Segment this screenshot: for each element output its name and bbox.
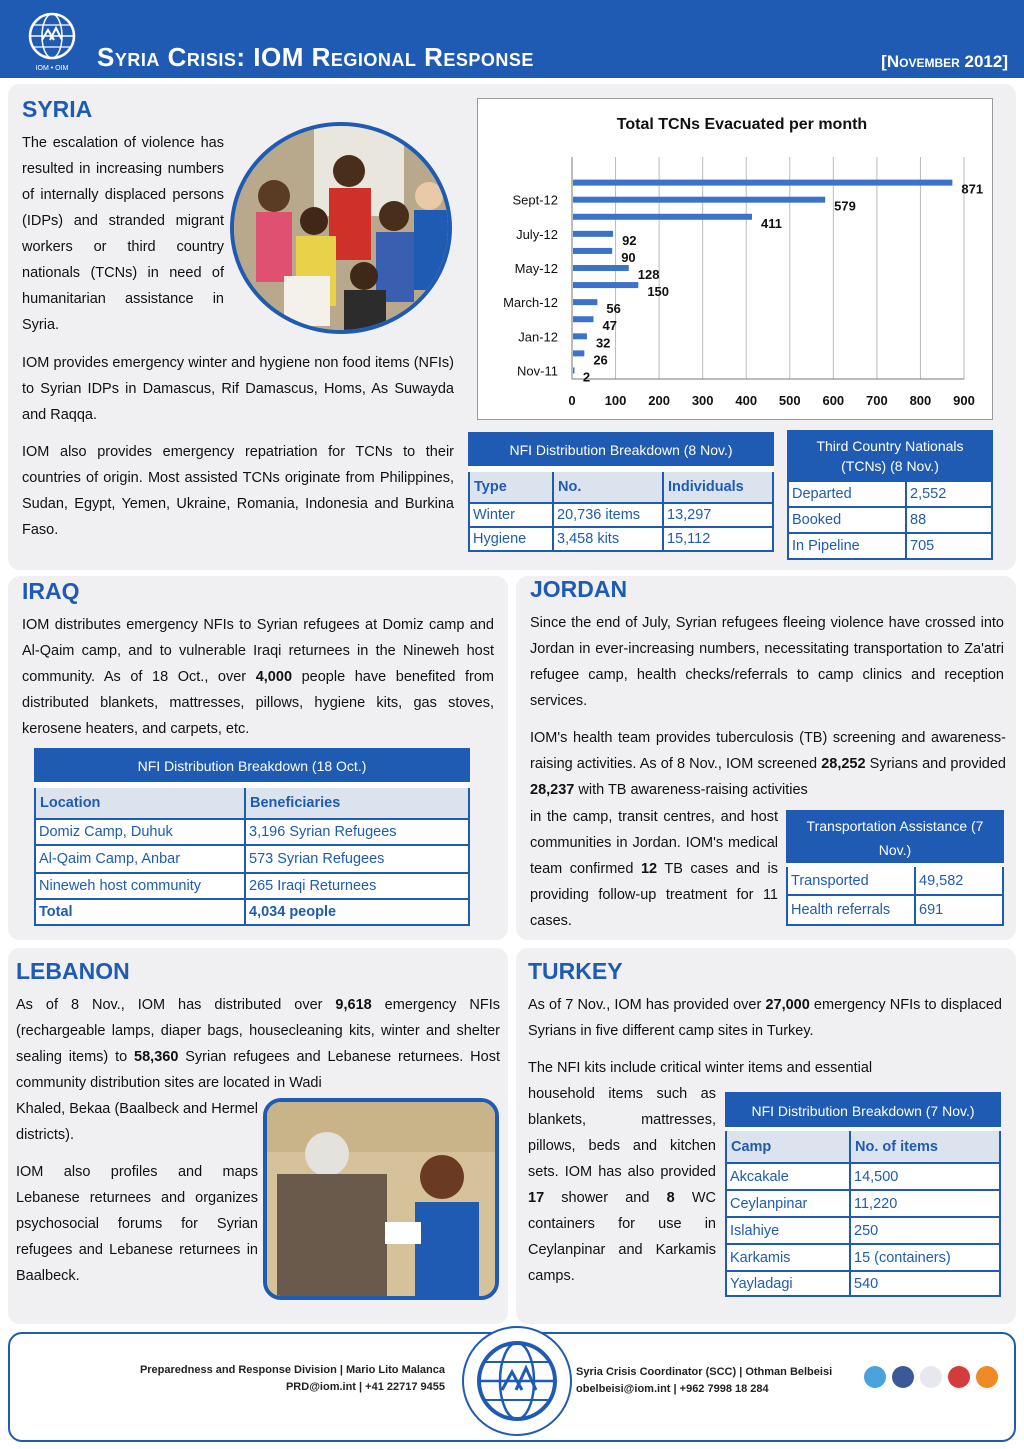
table-cell: 3,196 Syrian Refugees xyxy=(245,819,469,845)
col-type: Type xyxy=(469,469,553,503)
x-tick-label: 300 xyxy=(691,393,714,408)
iom-emblem-icon xyxy=(462,1326,572,1436)
jordan-paragraph-3: in the camp, transit centres, and host communities in Jordan. IOM's medical team confirmed 12 TB cases and is providing follow-up treatment for 11 cases. xyxy=(530,809,778,929)
chart-bar xyxy=(573,367,575,373)
chart-title: Total TCNs Evacuated per month xyxy=(616,116,868,133)
syria-photo xyxy=(230,122,452,334)
x-tick-label: 400 xyxy=(735,393,758,408)
chart-bar xyxy=(573,248,612,254)
lebanon-paragraph-1-cont: Khaled, Bekaa (Baalbeck and Hermel districts). xyxy=(16,1101,258,1143)
table-cell: 691 xyxy=(915,895,1003,925)
col-no: No. xyxy=(553,469,663,503)
iraq-nfi-table xyxy=(34,748,470,926)
bar-value-label: 871 xyxy=(961,181,984,197)
chart-bar xyxy=(573,316,593,322)
table-cell: 705 xyxy=(906,533,992,559)
syria-paragraph-3: IOM also provides emergency repatriation for TCNs to their countries of origin. Most assisted TCNs originate from Philippines, Sudan, Egypt, Yemen, Ukraine, Romania, Indonesia and Burkina Faso. xyxy=(22,444,454,538)
y-tick-label: Nov-11 xyxy=(517,363,558,379)
table-cell: Domiz Camp, Duhuk xyxy=(35,819,245,845)
table-cell: 15 (containers) xyxy=(850,1244,1000,1271)
children-photo-illustration xyxy=(234,126,452,334)
turkey-heading: TURKEY xyxy=(528,958,623,984)
footer-left-line-1: Preparedness and Response Division | Mario Lito Malanca xyxy=(139,1364,445,1376)
x-tick-label: 0 xyxy=(568,393,576,408)
table-cell: 573 Syrian Refugees xyxy=(245,845,469,873)
table-cell: 49,582 xyxy=(915,865,1003,895)
table-cell: 265 Iraqi Returnees xyxy=(245,873,469,899)
table-cell: 3,458 kits xyxy=(553,527,663,551)
table-cell: Hygiene xyxy=(469,527,553,551)
y-tick-label: Jan-12 xyxy=(518,329,558,345)
x-tick-label: 500 xyxy=(778,393,801,408)
iraq-nfi-caption: NFI Distribution Breakdown (18 Oct.) xyxy=(35,749,469,785)
col-items: No. of items xyxy=(850,1129,1000,1163)
syria-nfi-caption: NFI Distribution Breakdown (8 Nov.) xyxy=(469,433,773,469)
table-cell: 20,736 items xyxy=(553,503,663,527)
page-title: Syria Crisis: IOM Regional Response xyxy=(97,42,534,72)
chart-bar xyxy=(573,180,952,186)
syria-paragraph-2: IOM provides emergency winter and hygiene non food items (NFIs) to Syrian IDPs in Damascus, Rif Damascus, Homs, As Suwayda and Raqqa. xyxy=(22,355,454,423)
table-cell: Akcakale xyxy=(726,1163,850,1190)
footer-right-line-1: Syria Crisis Coordinator (SCC) | Othman Belbeisi xyxy=(576,1366,833,1378)
col-individuals: Individuals xyxy=(663,469,773,503)
jordan-paragraph-1: Since the end of July, Syrian refugees fleeing violence have crossed into Jordan in ever-increasing numbers, necessitating transportation to Za'atri refugee camp, health checks/referrals to camp clinics and reception services. xyxy=(530,615,1004,709)
iraq-paragraph: IOM distributes emergency NFIs to Syrian refugees at Domiz camp and Al-Qaim camp, and to vulnerable Iraqi returnees in the Nineweh host community. As of 18 Oct., over 4,000 people have benefited from distributed blankets, mattresses, pillows, hygiene kits, gas stoves, kerosene heaters, and carpets, etc. xyxy=(22,617,494,737)
flickr-icon[interactable] xyxy=(920,1366,942,1388)
chart-bar xyxy=(573,282,638,288)
table-cell: 15,112 xyxy=(663,527,773,551)
table-cell: Health referrals xyxy=(787,895,915,925)
table-cell: Yayladagi xyxy=(726,1271,850,1296)
footer-contact-right xyxy=(576,1364,832,1398)
bar-value-label: 579 xyxy=(834,198,856,214)
bar-value-label: 2 xyxy=(582,369,591,385)
x-tick-label: 900 xyxy=(953,393,975,408)
y-tick-label: March-12 xyxy=(503,295,558,311)
tcn-caption: Third Country Nationals (TCNs) (8 Nov.) xyxy=(788,431,992,481)
table-cell: Transported xyxy=(787,865,915,895)
chart-bar xyxy=(573,299,597,305)
table-cell: 540 xyxy=(850,1271,1000,1296)
bar-value-label: 32 xyxy=(595,335,611,351)
bar-value-label: 26 xyxy=(593,352,608,368)
turkey-paragraph-1: As of 7 Nov., IOM has provided over 27,000 emergency NFIs to displaced Syrians in five different camp sites in Turkey. xyxy=(528,997,1002,1039)
transport-caption: Transportation Assistance (7 Nov.) xyxy=(787,811,1003,865)
lebanon-paragraph-2: IOM also profiles and maps Lebanese returnees and organizes psychosocial forums for Syrian refugees and Lebanese returnees in Baalbeck. xyxy=(16,1164,258,1284)
y-tick-label: Sept-12 xyxy=(512,192,558,208)
lebanon-paragraph-1: As of 8 Nov., IOM has distributed over 9,618 emergency NFIs (rechargeable lamps, diaper bags, housecleaning kits, winter and shelter sealing items) to 58,360 Syrian refugees and Lebanese returnees. Host community distribution sites are located in Wadi xyxy=(16,997,500,1091)
tcn-evacuation-chart xyxy=(477,98,993,420)
bar-value-label: 128 xyxy=(637,267,660,282)
bar-value-label: 90 xyxy=(621,249,636,265)
table-cell: 4,034 people xyxy=(245,899,469,925)
bar-value-label: 411 xyxy=(761,215,782,231)
table-cell: Islahiye xyxy=(726,1217,850,1244)
x-tick-label: 700 xyxy=(866,393,888,408)
chart-bar xyxy=(573,197,825,203)
chart-bar xyxy=(573,333,587,339)
bar-value-label: 47 xyxy=(602,318,617,334)
table-cell: Al-Qaim Camp, Anbar xyxy=(35,845,245,873)
x-tick-label: 100 xyxy=(604,393,627,408)
table-cell: 250 xyxy=(850,1217,1000,1244)
header-bar xyxy=(0,0,1024,78)
rss-icon[interactable] xyxy=(976,1366,998,1388)
jordan-paragraph-2: IOM's health team provides tuberculosis (TB) screening and awareness-raising activities. As of 8 Nov., IOM screened 28,252 Syrians and provided 28,237 with TB awareness-raising activities xyxy=(530,730,1006,798)
table-cell: 11,220 xyxy=(850,1190,1000,1217)
table-cell: Winter xyxy=(469,503,553,527)
iraq-heading: IRAQ xyxy=(22,578,80,604)
turkey-paragraph-2: The NFI kits include critical winter items and essential xyxy=(528,1060,873,1076)
table-cell: Booked xyxy=(788,507,906,533)
turkey-nfi-table xyxy=(725,1092,1001,1297)
distribution-photo-illustration xyxy=(267,1102,499,1300)
turkey-paragraph-2-cont: household items such as blankets, mattresses, pillows, beds and kitchen sets. IOM has also provided 17 shower and 8 WC containers for use in Ceylanpinar and Karkamis camps. xyxy=(528,1086,716,1284)
facebook-icon[interactable] xyxy=(892,1366,914,1388)
footer xyxy=(8,1332,1016,1442)
footer-left-line-2[interactable]: PRD@iom.int | +41 22717 9455 xyxy=(285,1381,445,1393)
x-tick-label: 200 xyxy=(648,393,670,408)
twitter-icon[interactable] xyxy=(864,1366,886,1388)
tcn-table xyxy=(787,430,993,560)
lebanon-heading: LEBANON xyxy=(16,958,130,984)
lebanon-photo xyxy=(263,1098,499,1300)
transport-table xyxy=(786,810,1004,926)
chart-bar xyxy=(573,265,629,271)
table-cell: 14,500 xyxy=(850,1163,1000,1190)
col-camp: Camp xyxy=(726,1129,850,1163)
chart-bar xyxy=(573,231,613,237)
iom-logo xyxy=(20,10,84,72)
table-cell: Total xyxy=(35,899,245,925)
table-cell: In Pipeline xyxy=(788,533,906,559)
x-tick-label: 600 xyxy=(822,393,845,408)
col-beneficiaries: Beneficiaries xyxy=(245,785,469,819)
chart-bar xyxy=(573,350,584,356)
chart-svg xyxy=(478,99,994,421)
table-cell: 88 xyxy=(906,507,992,533)
y-tick-label: May-12 xyxy=(514,261,558,276)
jordan-heading: JORDAN xyxy=(530,576,628,602)
table-cell: Karkamis xyxy=(726,1244,850,1271)
x-tick-label: 800 xyxy=(909,393,932,408)
bar-value-label: 150 xyxy=(647,284,670,300)
table-cell: Ceylanpinar xyxy=(726,1190,850,1217)
turkey-nfi-caption: NFI Distribution Breakdown (7 Nov.) xyxy=(726,1093,1000,1129)
table-cell: 13,297 xyxy=(663,503,773,527)
table-cell: 2,552 xyxy=(906,481,992,507)
footer-right-line-2[interactable]: obelbeisi@iom.int | +962 7998 18 284 xyxy=(576,1383,769,1395)
table-cell: Nineweh host community xyxy=(35,873,245,899)
col-location: Location xyxy=(35,785,245,819)
youtube-icon[interactable] xyxy=(948,1366,970,1388)
footer-contact-left xyxy=(110,1362,445,1396)
bar-value-label: 92 xyxy=(622,232,637,248)
y-tick-label: July-12 xyxy=(516,226,558,242)
syria-heading: SYRIA xyxy=(22,96,93,122)
bar-value-label: 56 xyxy=(606,301,621,317)
syria-paragraph-1: The escalation of violence has resulted in increasing numbers of internally displaced persons (IDPs) and stranded migrant workers or third country nationals (TCNs) in need of humanitarian assistance in Syria. xyxy=(22,135,224,333)
report-date: [November 2012] xyxy=(881,52,1008,71)
syria-nfi-table xyxy=(468,432,774,552)
table-cell: Departed xyxy=(788,481,906,507)
svg-text:IOM • OIM: IOM • OIM xyxy=(35,65,69,72)
chart-bar xyxy=(573,214,752,220)
